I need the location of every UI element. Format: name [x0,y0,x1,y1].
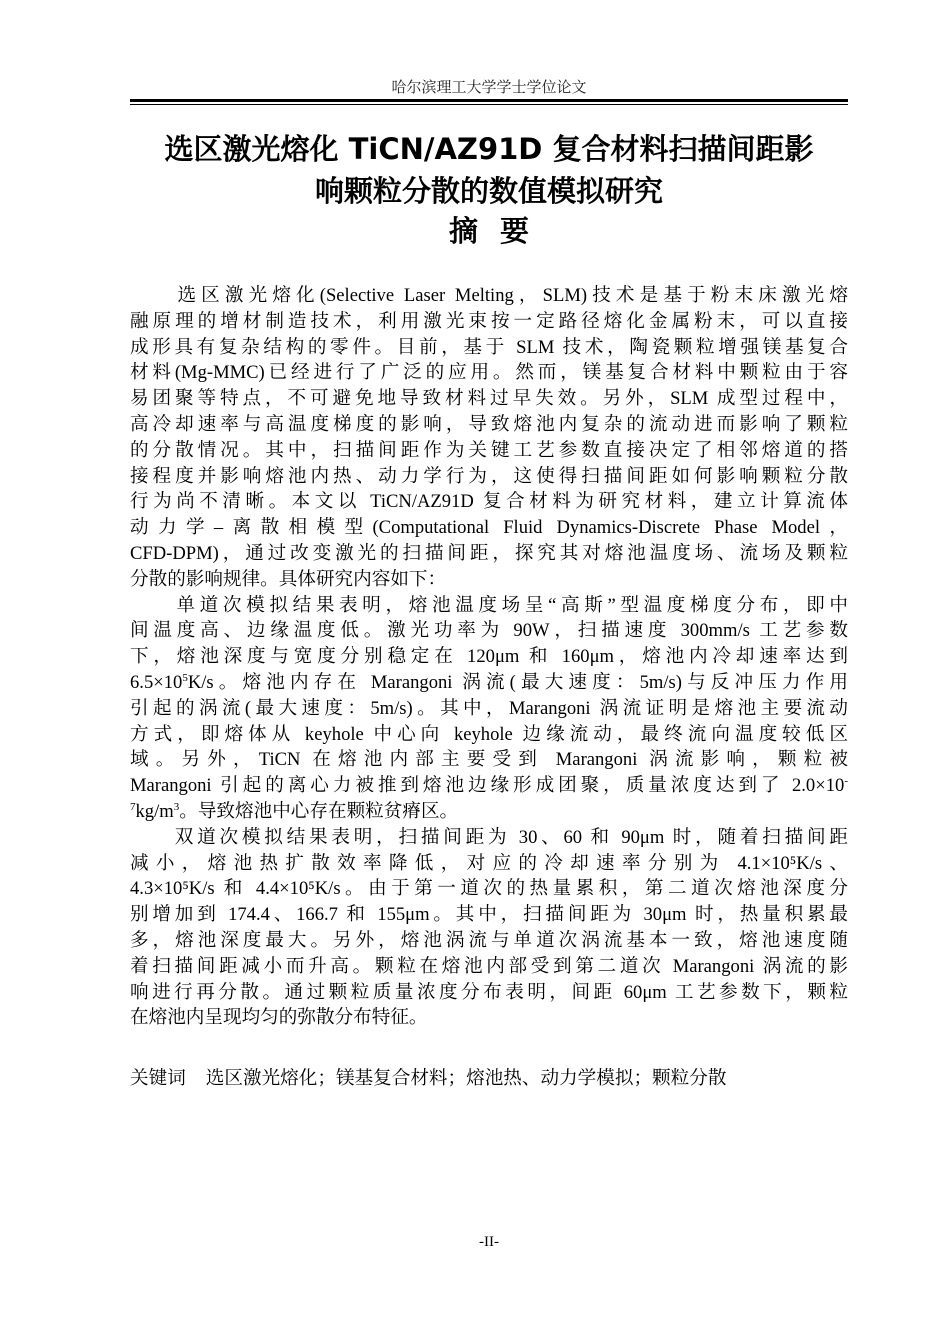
p3-line: 双道次模拟结果表明，扫描间距为 30、60 和 90μm 时，随着扫描间距 [130,826,848,848]
p1-line: 分散的影响规律。具体研究内容如下： [130,568,447,590]
page-number: -II- [479,1234,499,1250]
thesis-title-line-1: 选区激光熔化 TiCN/AZ91D 复合材料扫描间距影 [164,132,814,166]
p1-line: 动力学–离散相模型(Computational Fluid Dynamics-Discrete Phase Model， [130,517,848,539]
p3-line: 别增加到 174.4、166.7 和 155μm。其中，扫描间距为 30μm 时，热量积累最 [130,904,848,926]
p1-line: 高冷却速率与高温度梯度的影响，导致熔池内复杂的流动进而影响了颗粒 [130,413,848,435]
p2-line-with-superscript [130,670,848,696]
superscript: - [844,775,848,788]
p1-line: 融原理的增材制造技术，利用激光束按一定路径熔化金属粉末，可以直接 [130,310,848,332]
p1-line: 选区激光熔化(Selective Laser Melting，SLM)技术是基于粉末床激光熔 [130,285,848,306]
p1-line: 成形具有复杂结构的零件。目前，基于 SLM 技术，陶瓷颗粒增强镁基复合 [130,336,848,358]
p2-line: 单道次模拟结果表明，熔池温度场呈“高斯”型温度梯度分布，即中 [130,594,848,616]
p2-line: 方式，即熔体从 keyhole 中心向 keyhole 边缘流动，最终流向温度较低区 [130,723,848,745]
p2-line: 域。另外，TiCN 在熔池内部主要受到 Marangoni 涡流影响，颗粒被 [130,749,848,771]
p1-line: 接程度并影响熔池内热、动力学行为，这使得扫描间距如何影响颗粒分散 [130,465,848,487]
p2-text: 。导致熔池中心存在颗粒贫瘠区。 [179,800,459,822]
thesis-title [120,128,858,212]
p2-text: Marangoni 引起的离心力被推到熔池边缘形成团聚，质量浓度达到了 2.0×10 [130,775,845,797]
superscript: 5 [182,671,188,684]
superscript: 3 [173,800,180,813]
header-rule-thin [130,104,848,105]
p3-line: 减小，熔池热扩散效率降低，对应的冷却速率分别为 4.1×10⁵K/s、 [130,852,848,874]
p1-line: 材料(Mg-MMC)已经进行了广泛的应用。然而，镁基复合材料中颗粒由于容 [130,362,848,384]
p3-line: 在熔池内呈现均匀的弥散分布特征。 [130,1007,428,1029]
abstract-heading: 摘要 [448,214,551,248]
p1-line: 行为尚不清晰。本文以 TiCN/AZ91D 复合材料为研究材料，建立计算流体 [130,491,848,513]
p2-line-with-superscript [130,799,848,825]
p3-line: 着扫描间距减小而升高。颗粒在熔池内部受到第二道次 Marangoni 涡流的影 [130,955,848,977]
p1-line: 易团聚等特点，不可避免地导致材料过早失效。另外，SLM 成型过程中， [130,388,848,410]
keywords [130,1066,848,1092]
keywords-text: 选区激光熔化；镁基复合材料；熔池热、动力学模拟；颗粒分散 [205,1068,727,1089]
p2-text: K/s。熔池内存在 Marangoni 涡流(最大速度：5m/s)与反冲压力作用 [187,671,848,693]
p2-text: kg/m [135,800,174,822]
keywords-label: 关键词 [130,1068,186,1089]
superscript: 7 [130,800,136,813]
p2-line: 间温度高、边缘温度低。激光功率为 90W，扫描速度 300mm/s 工艺参数 [130,620,848,642]
header-rule-thick [130,99,848,102]
p3-line: 4.3×10⁵K/s 和 4.4×10⁵K/s。由于第一道次的热量累积，第二道次熔池深度分 [130,878,848,900]
p1-line: CFD-DPM)，通过改变激光的扫描间距，探究其对熔池温度场、流场及颗粒 [130,542,848,564]
page-header: 哈尔滨理工大学学士学位论文 [391,80,587,96]
p2-line-with-superscript [130,773,848,799]
p2-line: 下，熔池深度与宽度分别稳定在 120μm 和 160μm，熔池内冷却速率达到 [130,646,848,668]
thesis-title-line-2: 响颗粒分散的数值模拟研究 [314,174,663,208]
p2-text: 6.5×10 [130,671,183,693]
p1-line: 的分散情况。其中，扫描间距作为关键工艺参数直接决定了相邻熔道的搭 [130,439,848,461]
p3-line: 多，熔池深度最大。另外，熔池涡流与单道次涡流基本一致，熔池速度随 [130,929,848,951]
abstract-body [130,283,848,1031]
p2-line: 引起的涡流(最大速度：5m/s)。其中，Marangoni 涡流证明是熔池主要流动 [130,697,848,719]
p3-line: 响进行再分散。通过颗粒质量浓度分布表明，间距 60μm 工艺参数下，颗粒 [130,981,848,1003]
